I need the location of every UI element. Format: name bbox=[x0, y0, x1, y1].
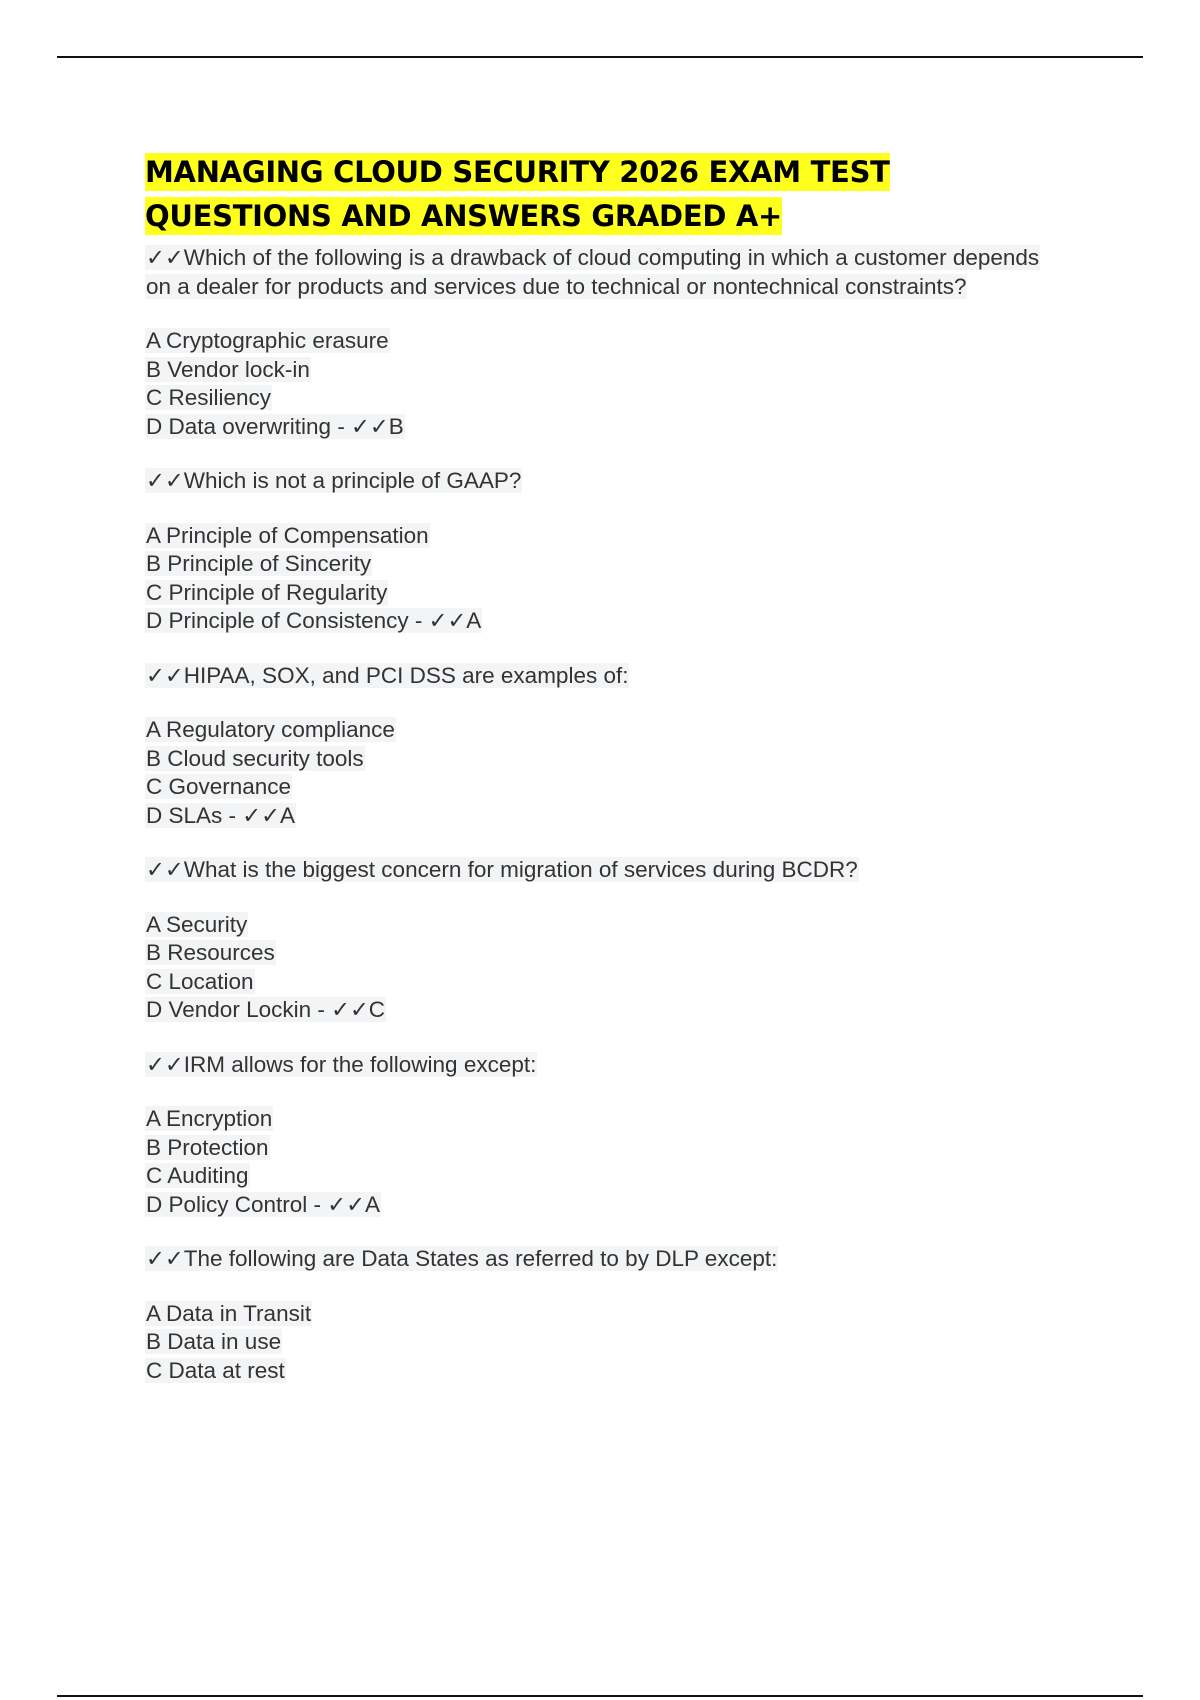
answer-option: D Vendor Lockin - ✓✓C bbox=[146, 997, 386, 1022]
answer-options bbox=[145, 522, 1045, 636]
question-text: ✓✓HIPAA, SOX, and PCI DSS are examples of: bbox=[146, 662, 629, 688]
answer-options bbox=[145, 1105, 1045, 1219]
answer-option: B Resources bbox=[146, 940, 275, 965]
answer-options bbox=[145, 911, 1045, 1025]
question-block bbox=[145, 856, 1045, 1025]
question-text: ✓✓Which of the following is a drawback of cloud computing in which a customer depends on a dealer for products and services due to technical or nontechnical constraints? bbox=[146, 245, 1040, 299]
answer-option: C Principle of Regularity bbox=[146, 579, 388, 605]
answer-option: B Cloud security tools bbox=[146, 745, 364, 771]
answer-option: A Security bbox=[146, 911, 248, 937]
question-text: ✓✓IRM allows for the following except: bbox=[146, 1051, 537, 1077]
answer-option: C Data at rest bbox=[146, 1357, 285, 1383]
answer-option: D Principle of Consistency - ✓✓A bbox=[146, 608, 482, 633]
bottom-rule bbox=[57, 1695, 1143, 1697]
question-block bbox=[145, 1245, 1045, 1385]
answer-option: A Encryption bbox=[146, 1106, 273, 1131]
answer-option: D Data overwriting - ✓✓B bbox=[146, 413, 404, 439]
question-text: ✓✓The following are Data States as referred to by DLP except: bbox=[146, 1246, 778, 1271]
question-block bbox=[145, 467, 1045, 636]
answer-options bbox=[145, 1300, 1045, 1386]
answer-option: C Location bbox=[146, 968, 254, 994]
title-line-2: QUESTIONS AND ANSWERS GRADED A+ bbox=[145, 199, 783, 233]
question-text: ✓✓What is the biggest concern for migration of services during BCDR? bbox=[146, 857, 858, 882]
question-block bbox=[145, 1051, 1045, 1220]
question-block bbox=[145, 662, 1045, 831]
answer-option: B Protection bbox=[146, 1134, 269, 1160]
answer-option: A Cryptographic erasure bbox=[146, 328, 389, 353]
document-title bbox=[145, 150, 1045, 238]
answer-option: D Policy Control - ✓✓A bbox=[146, 1191, 381, 1217]
title-line-1: MANAGING CLOUD SECURITY 2026 EXAM TEST bbox=[145, 155, 890, 189]
answer-option: A Principle of Compensation bbox=[146, 522, 429, 548]
answer-option: B Vendor lock-in bbox=[146, 356, 310, 382]
answer-option: B Data in use bbox=[146, 1329, 282, 1354]
answer-option: C Governance bbox=[146, 774, 292, 799]
question-block bbox=[145, 244, 1045, 441]
answer-option: C Resiliency bbox=[146, 385, 272, 410]
question-text: ✓✓Which is not a principle of GAAP? bbox=[146, 468, 522, 493]
document-body bbox=[145, 150, 1045, 1411]
answer-option: A Data in Transit bbox=[146, 1300, 312, 1326]
answer-options bbox=[145, 716, 1045, 830]
top-rule bbox=[57, 56, 1143, 58]
answer-option: B Principle of Sincerity bbox=[146, 551, 372, 576]
answer-option: D SLAs - ✓✓A bbox=[146, 802, 295, 828]
answer-options bbox=[145, 327, 1045, 441]
answer-option: C Auditing bbox=[146, 1163, 249, 1188]
answer-option: A Regulatory compliance bbox=[146, 717, 395, 742]
